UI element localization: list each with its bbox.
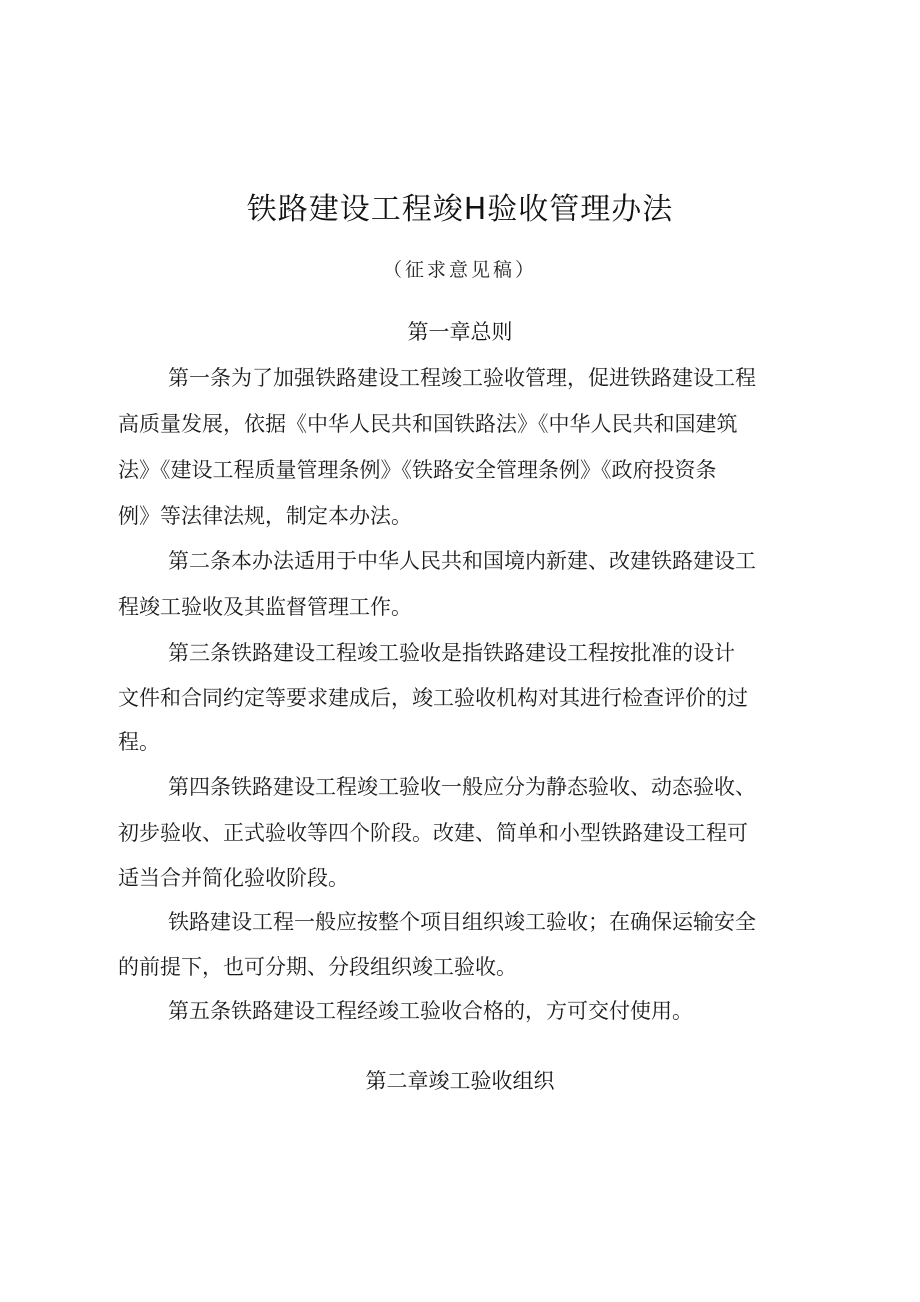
text-line: 初步验收、正式验收等四个阶段。改建、简单和小型铁路建设工程可 [118, 821, 748, 845]
text-line: 第五条铁路建设工程经竣工验收合格的，方可交付使用。 [168, 999, 693, 1023]
text-line: 第四条铁路建设工程竣工验收一般应分为静态验收、动态验收、 [168, 775, 756, 799]
text-line: 文件和合同约定等要求建成后，竣工验收机构对其进行检查评价的过 [118, 686, 748, 710]
text-line: 法》《建设工程质量管理条例》《铁路安全管理条例》《政府投资条 [118, 458, 717, 482]
text-line: 适当合并简化验收阶段。 [118, 866, 349, 890]
text-line: 的前提下，也可分期、分段组织竣工验收。 [118, 955, 517, 979]
chapter-heading-2: 第二章竣工验收组织 [365, 1069, 555, 1093]
document-subtitle: （征求意见稿） [382, 259, 537, 281]
text-line: 程竣工验收及其监督管理工作。 [118, 595, 412, 619]
chapter-heading-1: 第一章总则 [407, 320, 513, 344]
text-line: 程。 [118, 730, 160, 754]
text-line: 第一条为了加强铁路建设工程竣工验收管理，促进铁路建设工程 [168, 366, 756, 390]
text-line: 第二条本办法适用于中华人民共和国境内新建、改建铁路建设工 [168, 549, 756, 573]
text-line: 第三条铁路建设工程竣工验收是指铁路建设工程按批准的设计 [168, 641, 735, 665]
text-line: 铁路建设工程一般应按整个项目组织竣工验收；在确保运输安全 [168, 910, 756, 934]
text-line: 例》等法律法规，制定本办法。 [118, 504, 412, 528]
text-line: 高质量发展，依据《中华人民共和国铁路法》《中华人民共和国建筑 [118, 412, 738, 436]
document-title: 铁路建设工程竣H验收管理办法 [246, 192, 674, 227]
